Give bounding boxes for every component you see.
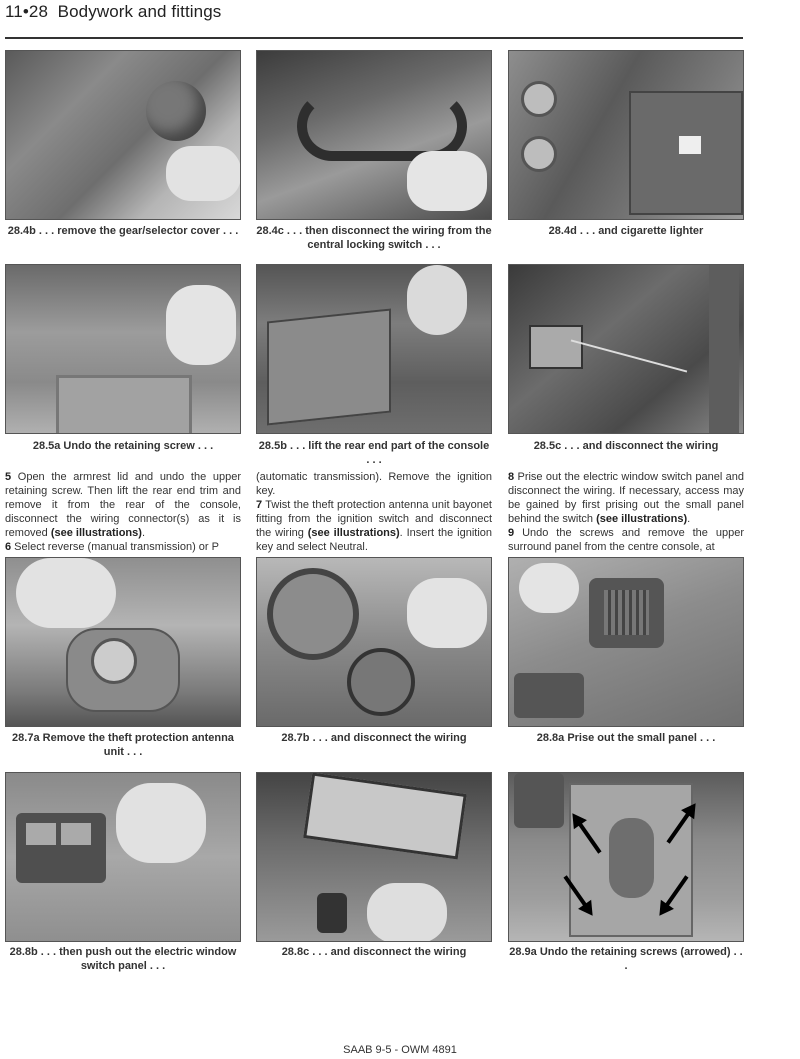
page-footer: SAAB 9-5 - OWM 4891 [343,1044,457,1056]
step-5-number: 5 [5,471,12,483]
photo-28-9a [508,772,744,942]
photo-28-4b [5,50,241,220]
photo-28-8c [256,772,492,942]
caption-28-5c: 28.5c . . . and disconnect the wiring [533,440,719,452]
section-title: Bodywork and fittings [57,2,222,21]
photo-28-5a [5,264,241,434]
step-8-reference: (see illustrations) [596,513,688,525]
caption-28-4b: 28.4b . . . remove the gear/selector cover . . . [7,225,239,237]
step-7-number: 7 [256,499,263,511]
photo-28-5b [256,264,492,434]
step-5-end: . [141,527,145,539]
photo-28-5c [508,264,744,434]
caption-28-9a: 28.9a Undo the retaining screws (arrowed) . . . [509,946,743,972]
caption-28-8c: 28.8c . . . and disconnect the wiring [281,946,467,958]
step-6-continued: (automatic transmission). Remove the ignition key. [256,471,492,497]
caption-28-4c: 28.4c . . . then disconnect the wiring from the central locking switch . . . [256,225,492,251]
step-8-end: . [687,513,691,525]
photo-28-8b [5,772,241,942]
page-number: 11•28 [5,2,49,21]
caption-28-5b: 28.5b . . . lift the rear end part of the console . . . [258,440,490,466]
photo-28-4c [256,50,492,220]
header-title [5,2,221,22]
photo-28-8a [508,557,744,727]
step-6-text: Select reverse (manual transmission) or P [11,541,219,553]
step-5-text: Open the armrest lid and undo the upper retaining screw. Then lift the rear end trim and remove it from the rear of the console, disconnect the wiring connector(s) as it is removed [5,471,241,539]
step-8-text: Prise out the electric window switch panel and disconnect the wiring. If necessary, access may be gained by first prising out the small panel behind the switch [508,471,744,525]
step-5-reference: (see illustrations) [50,527,142,539]
text-column-2 [256,470,492,554]
photo-28-7a [5,557,241,727]
step-9-number: 9 [508,527,515,539]
caption-28-8a: 28.8a Prise out the small panel . . . [536,732,716,744]
caption-28-4d: 28.4d . . . and cigarette lighter [548,225,704,237]
text-column-3 [508,470,744,554]
step-8-number: 8 [508,471,515,483]
caption-28-8b: 28.8b . . . then push out the electric window switch panel . . . [9,946,237,972]
caption-28-5a: 28.5a Undo the retaining screw . . . [32,440,214,452]
step-7-reference: (see illustrations) [307,527,400,539]
caption-28-7a: 28.7a Remove the theft protection antenna unit . . . [12,732,234,758]
photo-28-7b [256,557,492,727]
step-9-text: Undo the screws and remove the upper surround panel from the centre console, at [508,527,744,553]
photo-28-4d [508,50,744,220]
caption-28-7b: 28.7b . . . and disconnect the wiring [281,732,467,744]
step-6-number: 6 [5,541,12,553]
text-column-1 [5,470,241,554]
step-7-text: Twist the theft protection antenna unit bayonet fitting from the ignition switch and disconnect the wiring [256,499,492,539]
header-divider [5,37,743,39]
step-7-end: . Insert the ignition key and select Neutral. [256,527,493,553]
